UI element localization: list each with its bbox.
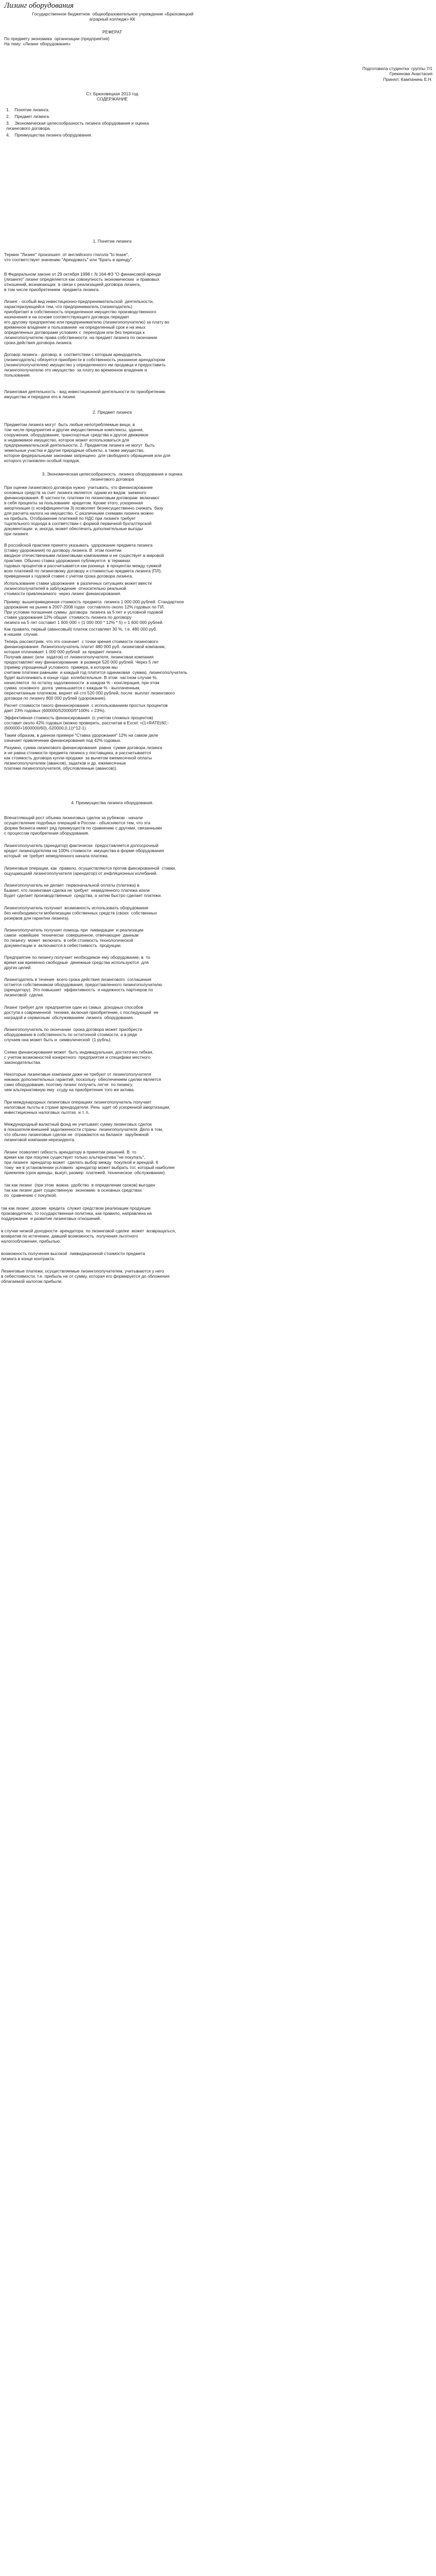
text-line: Получив аванс (или задаток) от лизингополучателя, лизинговая компания (4, 654, 154, 659)
text-line: и не равна стоимости предмета лизинга у поставщика, в рассчитывается (4, 750, 151, 755)
text-line: финансирования. Лизингополучатель платит 480 000 руб. лизинговой компании, (4, 644, 166, 649)
text-line: имущества и передаче его в лизинг. (4, 394, 76, 399)
text-line: считаем платежи равными и каждый год платится одинаковая сумма), лизингополучатель (4, 670, 187, 675)
text-line: при лизинге арендатор может сделать выбор между покупкой и арендой. К (4, 1160, 159, 1165)
text-line: начисляется по остатку задолженности в каждом % - конглерация, при этом (4, 680, 160, 685)
text-line: 1. Понятие лизинга. (6, 107, 50, 112)
text-line: При оценке лизингового договора нужно учитывать, что финансирование (4, 485, 153, 490)
text-line: осуществление подобных операций в России - объясняются тем, что эта (4, 820, 151, 825)
text-line: лизинговой сделке. (4, 992, 44, 997)
text-line: Некоторые лизинговые компании даже не требуют от лизингополучателя (4, 1072, 151, 1077)
text-line: сумма основного долга уменьшается с каждым % - выплаченным, (4, 685, 141, 690)
text-line: Таким образом, в данном примере "Ставка удорожания" 12% на самом деле (4, 733, 159, 738)
text-line: 2. Предмет лизинга. (6, 114, 50, 119)
text-line: инвестиционных налоговых льготах и т. п. (4, 1110, 90, 1115)
text-line: в нашем случае. (4, 632, 39, 637)
text-line: Договор лизинга - договор, в соответствии с которым арендодатель (4, 352, 142, 357)
text-line: время как при покупке существует только альтернатива "не покупать", (4, 1155, 145, 1160)
text-line: СОДЕРЖАНИЕ (97, 96, 128, 101)
text-line: Лизингополучатель по окончании срока договора может приобрести (4, 1027, 143, 1032)
text-line: самое новейшее технически совершенное, отвечающее данным (4, 933, 139, 938)
text-line: практике. Обычно ставка удорожания публикуется в терминах (4, 558, 131, 563)
text-line: (лизинге)" лизинг определяется как совокупность экономических и правовых (4, 277, 160, 282)
text-line: составит около 42% годовых (можно проверить, рассчитав в Excel: =(1+RATE(60,- (4, 720, 169, 725)
text-line: остается собственником оборудования, предоставленного лизингополучателю (4, 982, 162, 987)
text-line: для расчета налога на имущество. С различными схемами лизинга можно (4, 511, 154, 516)
text-line: Будет сделает производственные средства, а затем быстро сделает платежи. (4, 893, 162, 898)
text-line: основных средств за счет лизинга является одним из видов заемного (4, 490, 146, 495)
text-line: Лизингодатель в течение всего срока действия лизингового соглашения (4, 977, 151, 982)
text-line: лизингополучателем (авансов), задатков и др. ежемесячные (4, 760, 126, 766)
text-line: форма бизнеса имеет ряд преимуществ по сравнению с другими, связанными (4, 825, 162, 831)
text-line: 4. Преимущества лизинга оборудования. (6, 132, 93, 138)
text-line: производителю, то государственная политика, как правило, направлена на (1, 1211, 152, 1216)
text-line: налоговые льготы в стране арендодателя. Речь идет об ускоренной амортизации, (4, 1105, 170, 1110)
text-line: временное владение и пользование на определенный срок и на иных (4, 325, 146, 330)
text-line: Как правило, первый (авансовый) платеж составляет 30 %, т.е. 480 000 руб. (4, 626, 158, 632)
text-line: наградой и сервисным обслуживанием лизинга оборудования. (4, 1015, 134, 1020)
text-line: назначения и на основе соответствующего договора передает (4, 314, 129, 319)
text-line: его другому предприятию или предпринимателю (лизингополучателю) за плату во (4, 319, 169, 325)
text-line: само оборудование, поэтому лизинг получить легче по лизингу, (4, 1082, 133, 1087)
text-line: законодательства. (4, 1060, 42, 1065)
text-line: 4. Преимущества лизинга оборудования. (71, 800, 154, 805)
text-line: Лизинговые платежи, осуществляемые лизингополучателем, учитываются у него (1, 1268, 164, 1274)
text-line: Ст. Брюховецкая 2013 год (86, 91, 138, 96)
text-line: с процессом приобретения оборудования. (4, 831, 90, 836)
text-line: предоставляет ему финансирование в размере 520 000 рублей. Через 5 лет (4, 659, 159, 665)
text-line: на прибыль. Отображение платежей по НДС при лизинге требует (4, 516, 136, 521)
text-line: в себя проценты за пользование кредитом. Кроме этого, ускоренная (4, 500, 143, 505)
text-line: Термин "Лизинг" произошел от английского глагола "to lease", (4, 252, 129, 257)
text-line: означает привлечение финансирования под 42% годовых. (4, 738, 121, 743)
text-line: определенных договорами условиях с переходом или без перехода к (4, 330, 145, 335)
text-line: (лизингодатель) обязуется приобрести в собственность указанное арендатором (4, 357, 165, 362)
text-line: (пример упрощенный условного примера, в котором мы (4, 665, 118, 670)
text-line: как стоимость договора купли-продажи за вычетом ежемесячной оплаты (4, 755, 152, 760)
text-line: налогообложения, прибылью. (1, 1239, 61, 1244)
text-line: тому же в установлении условиях арендатор может выбрать тот, который наиболее (4, 1165, 175, 1170)
text-line: Лизинг позволяет гибкость арендатору в принятии решений. В то (4, 1149, 136, 1155)
text-line: Схема финансирования может быть индивидуальная, достаточно гибкая, (4, 1049, 153, 1055)
text-line: документации и, иногда, может обеспечить дополнительные выгоды (4, 526, 143, 531)
text-line: Эффективная стоимость финансирования (с учетом сложных процентов) (4, 715, 153, 720)
text-line: характеризующейся тем, что предприниматель (лизингодатель) (4, 304, 132, 309)
text-line: которого установлен особый порядок. (4, 458, 80, 463)
text-line: Разумно, сумма лизингового финансирования равна сумме договора лизинга (4, 745, 162, 750)
text-line: (лизингополучателем) имущество у определенного им продавца и предоставить (4, 362, 166, 367)
text-line: Лизингополучатель получает возможность использовать оборудование (4, 905, 149, 910)
text-line: возвратив по истечении, давший возможность получения льготного (1, 1233, 138, 1239)
text-line: никаких дополнительных гарантий, поскольку обеспечением сделки является (4, 1077, 161, 1082)
text-line: Предметом лизинга могут быть любые непотребляемые вещи, в (4, 422, 135, 427)
text-line: 1. Понятие лизинга (93, 239, 132, 244)
text-line: что соответствует значению "Арендовать" или "Брать в аренду". (4, 257, 133, 262)
text-line: финансирования. В частности, платежи по лизинговым договорам включают (4, 495, 160, 500)
text-line: так как лизинг дает существенную экономию в основных средствах (4, 1188, 142, 1193)
text-line: лизингового договора (90, 477, 134, 482)
text-line: отношений, возникающих в связи с реализацией договора лизинга, (4, 282, 141, 287)
text-line: приобретает в собственность определенное имущество производственного (4, 309, 156, 314)
text-line: оборудование в собственность по остаточной стоимости, а в ряде (4, 1032, 137, 1037)
text-line: том числе предприятия и другие имущественные комплексы, здания, (4, 427, 144, 432)
text-line: которое федеральными законами запрещено для свободного обращения или для (4, 453, 170, 458)
text-line: Принял: Кампанинь Е.Н. (383, 77, 432, 82)
text-line: приведенная к годовой ставке с учетом срока договора лизинга. (4, 573, 133, 579)
text-line: земельные участки и другие природные объекты, а также имущество, (4, 448, 145, 453)
text-line: Впечатляющий рост объема лизинговых сделок за рубежом - начали (4, 815, 143, 820)
text-line: Пример: вышеприведенная стоимость предмета лизинга 1 000 000 рублей. Стандартное (4, 599, 184, 604)
text-line: кредит лизингодателем на 100% стоимости имущества в форме оборудования (4, 848, 164, 853)
text-line: Государственное бюджетное общеобразовательное учреждение «Брюховецкий (31, 11, 194, 16)
text-line: Лизингополучатель не делает первоначальной оплаты (платежа) в (4, 883, 139, 888)
text-line: по сравнению с покупкой. (4, 1193, 57, 1198)
text-line: ставке удорожания 12% общая стоимость лизинга по договору (4, 615, 132, 620)
text-line: амортизация (с коэффициентом 3) позволяет безнесущественно снижать базу (4, 505, 164, 511)
text-line: облагаемой налогом прибыли. (1, 1279, 63, 1284)
text-line: других целей. (4, 965, 32, 970)
text-line: тщательного подхода в соответствии с формой первичной бухгалтерской (4, 521, 152, 526)
text-line: предпринимательской деятельности. 2. Предметом лизинга не могут быть (4, 443, 155, 448)
text-line: всех платежей по лизинговому договору и стоимостью предмета лизинга (ПЛ), (4, 568, 162, 573)
text-line: договора по лизингу 800 000 рублей (удорожание). (4, 696, 107, 701)
text-line: без необходимости мобилизации собственных средств (своих собственных (4, 910, 157, 916)
text-line: Предприятие по лизингу получает необходимое ему оборудование, в то (4, 955, 150, 960)
text-line: с учетом возможностей конкретного предприятия и специфики местного (4, 1055, 151, 1060)
text-line: Лизинговая деятельность - вид инвестиционной деятельности по приобретению (4, 389, 166, 394)
text-line: Теперь рассмотрим, что это означает с точки зрения стоимости лизингового (4, 639, 159, 644)
text-line: Лизингополучатель (арендатор) фактически предоставляется долгосрочный (4, 843, 159, 848)
text-line: аграрный колледж» КК (89, 16, 135, 22)
text-line: Международный валютный фонд не учитывает сумму лизинговых сделок (4, 1122, 152, 1127)
text-line: резервов для гарантии лизинга). (4, 916, 69, 921)
text-line: По предмету экономика организации (предприятия) (4, 36, 110, 41)
text-line: что обычно лизинговые сделки не отражаются на балансе зарубежной (4, 1132, 149, 1137)
text-line: в себестоимости, т.е. прибыль не от сумму, которая его формируется до обложения (1, 1274, 170, 1279)
text-line: который не требует немедленного начала платежа. (4, 853, 109, 858)
text-line: Использование ставки удорожания в различных ситуациях может ввести (4, 581, 152, 586)
text-line: На тему: «Лизинг оборудования» (4, 41, 71, 46)
text-line: Лизинг - особый вид инвестиционно-предпринимательской деятельности, (4, 299, 154, 304)
text-line: так как лизинг дороже кредита служит средством реализации продукции (1, 1206, 151, 1211)
text-line: При условии погашения суммы договора лизинга за 5 лет и условной годовой (4, 609, 163, 615)
text-line: вводное отечественными лизинговыми компаниями и не существует в мировой (4, 553, 164, 558)
text-line: и недвижимое имущество, которое может использоваться для (4, 437, 129, 443)
text-line: поддержание и развитие лизинговых отношений. (1, 1216, 101, 1221)
text-line: При международных лизинговых операциях лизингополучатель получает (4, 1099, 152, 1105)
text-line: лизинга в конце контракта. (1, 1256, 55, 1261)
document-title: Лизинг оборудования (4, 2, 74, 10)
text-line: Бывает, что лизинговая сделка не требует немедленного платежа и/или (4, 888, 150, 893)
text-line: годовых процентов и рассчитывается как разница в процентах между суммой (4, 563, 162, 568)
text-line: 3. Экономическая целесообразность лизинга оборудования и оценка (6, 121, 149, 126)
text-line: которая оплачивает 1 000 000 рублей за предмет лизинга. (4, 649, 123, 654)
text-line: при лизинге. (4, 531, 29, 536)
text-line: В российской практике принято указывать удорожание предмета лизинга (4, 543, 153, 548)
text-line: Лизинговые операции, как правило, осуществляются против фиксированной ставки, (4, 866, 176, 871)
text-line: лизинга на 5 лет составит 1 600 000 = (1 000 000 * 12% * 5) = 1 600 000 рублей. (4, 620, 164, 625)
text-line: Лизингополучатель получает помощь при ликвидации и реализации (4, 927, 144, 933)
text-line: Расчет стоимости такого финансирования с использованием простых процентов (4, 703, 168, 708)
text-line: пользование. (4, 372, 31, 378)
text-line: документации и включаются в себестоимость продукции. (4, 943, 122, 948)
text-line: в случае низкой доходности арендатора по лизинговой сделке может возвращаться, (1, 1228, 176, 1233)
text-line: лизингополучателю права собственности на предмет лизинга по окончании (4, 335, 158, 340)
text-line: РЕФЕРАТ (102, 29, 123, 35)
text-line: доступа к современной технике, включая приобретение, с последующей ее (4, 1010, 159, 1015)
text-line: лизингополучателей в заблуждение относительно реальной (4, 586, 127, 591)
text-line: будет выплачивать в конце года колебательные. В этом частном случае %, (4, 675, 158, 680)
text-line: лизинговой компании-нерезидента. (4, 1137, 76, 1142)
text-line: Подготовила студентка группы 7/1 (362, 66, 432, 71)
text-line: В Федеральном законе от 29 октября 1998 г. N 164-ФЗ "О финансовой аренде (4, 272, 161, 277)
text-line: (арендатору). Это повышает эффективность и надежность партнеров по (4, 987, 153, 992)
text-line: стоимости привлекаемого через лизинг финансирования. (4, 591, 121, 596)
text-line: Грекинова Анастасия (389, 71, 432, 76)
text-line: (600000+1600000/60),-520000,0,1))^12-1). (4, 725, 88, 731)
text-line: ощущающаяй лизингополучателя (арендатор) от инфляционных колебаний. (4, 871, 158, 876)
text-line: по лизингу может включать в себя стоимость технологической (4, 938, 133, 943)
text-line: в показателе внешней задолженности страны лизингополучателя. Дело в том, (4, 1127, 163, 1132)
text-line: случаев она может быть и символической (1 рубль). (4, 1037, 112, 1042)
text-line: возможность получения высокой ликвидационной стоимости предмета (1, 1251, 145, 1256)
text-line: срока действия договора лизинга. (4, 340, 73, 345)
text-line: Лизинг требует для предприятия один из самых доходных способов (4, 1005, 143, 1010)
text-line: лизингополучателю это имущество за плату во временное владение и (4, 367, 147, 372)
text-line: приемлем (срок аренды, выкуп, размер платежей, техническое обслуживание). (4, 1170, 166, 1175)
text-line: (ставку удорожания) по договору лизинга. В этом понятии (4, 548, 121, 553)
text-line: лизингового договора. (6, 126, 51, 131)
text-line: так как лизинг (при этом важна удобство в определении сроков) выгоден (4, 1182, 155, 1188)
text-line: время как временно свободные денежные средства используются для (4, 960, 149, 965)
text-line: чем альтернативную ему ссуду на приобретение того же актива. (4, 1087, 135, 1092)
text-line: пересчитанным платежом, вернет ей сто 520 000 рублей, после выплат лизингового (4, 690, 175, 696)
text-line: 3. Экономическая целесообразность лизинга оборудования и оценка (42, 471, 183, 477)
text-line: сооружения, оборудование, транспортные средства и другое движимое (4, 432, 149, 437)
text-line: 2. Предмет лизинга (93, 410, 132, 415)
text-line: платежи лизингополучателя, обусловленные (авансов)). (4, 766, 117, 771)
text-line: в том числе приобретением предмета лизинга. (4, 287, 100, 292)
text-line: удорожание на рынке в 2007-2008 годах составляло около 12% годовых по ПЛ. (4, 604, 165, 609)
text-line: дает 23% годовых (600000/520000/5*100% = 23%). (4, 708, 106, 713)
